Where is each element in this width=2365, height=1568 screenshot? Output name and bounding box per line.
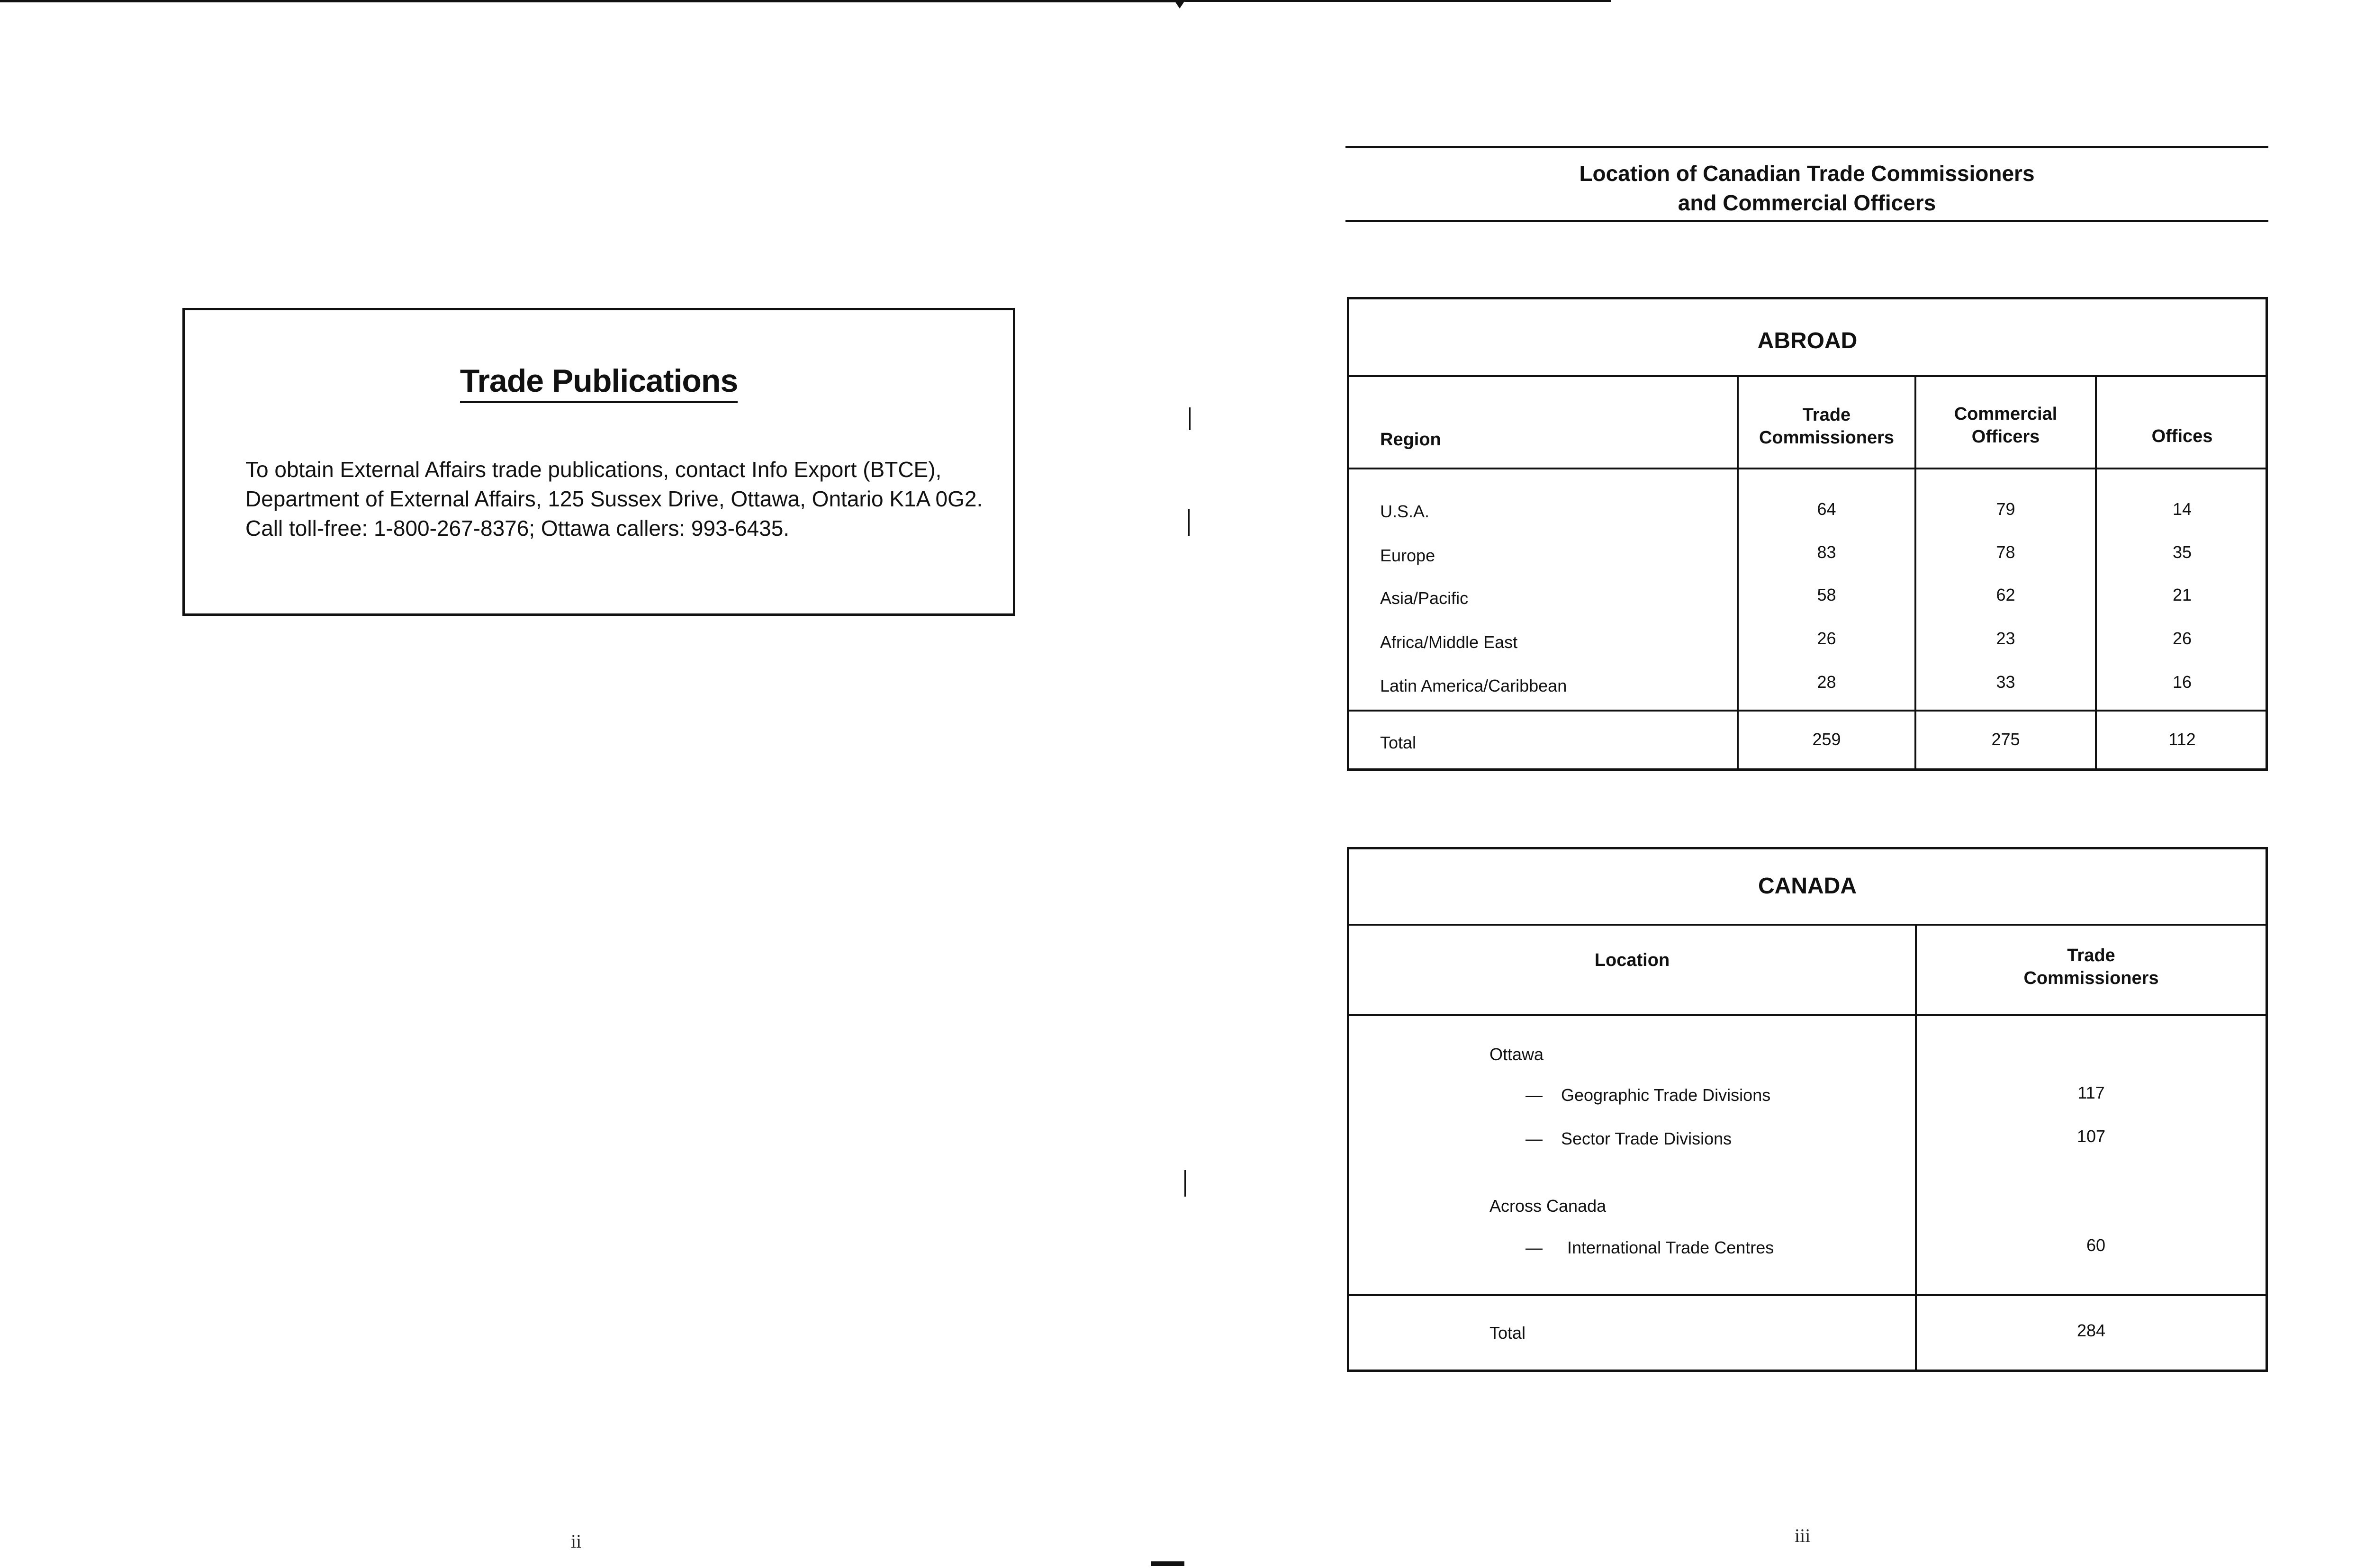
commercial-cell: 33 [1996, 672, 2015, 692]
group-ottawa: Ottawa [1489, 1045, 1544, 1064]
abroad-caption: ABROAD [1757, 328, 1858, 353]
header-trade-commissioners [1917, 944, 2266, 990]
total-trade: 259 [1812, 730, 1841, 749]
canada-caption: CANADA [1758, 874, 1857, 899]
total-offices: 112 [2168, 730, 2196, 749]
table-rule [1349, 1014, 2266, 1016]
heading-rule-top [1345, 146, 2268, 148]
publications-line: To obtain External Affairs trade publications, contact Info Export (BTCE), [245, 457, 942, 482]
total-label: Total [1380, 733, 1417, 752]
geo-value: 117 [2077, 1083, 2105, 1102]
page-number-right: iii [1795, 1525, 1811, 1546]
commercial-cell: 62 [1996, 585, 2015, 604]
header-trade-commissioners [1739, 404, 1914, 449]
heading-line: Location of Canadian Trade Commissioners [1579, 161, 2035, 186]
commercial-cell: 23 [1996, 629, 2015, 648]
commercial-cell: 79 [1996, 499, 2015, 519]
publications-body [245, 455, 984, 543]
header-text: Officers [1971, 427, 2040, 447]
spine-mark-bottom [1151, 1561, 1184, 1566]
sector-value: 107 [2076, 1126, 2106, 1146]
trade-cell: 83 [1817, 542, 1836, 562]
region-cell: Africa/Middle East [1380, 632, 1518, 652]
page-heading [1345, 159, 2268, 217]
trade-cell: 64 [1817, 499, 1836, 519]
trade-publications-box [182, 308, 1015, 616]
canada-table [1347, 847, 2268, 1372]
itc-label: International Trade Centres [1567, 1238, 1774, 1257]
geo-label: Geographic Trade Divisions [1561, 1085, 1771, 1105]
publications-title: Trade Publications [460, 363, 738, 403]
offices-cell: 35 [2172, 542, 2192, 562]
dash: — [1526, 1129, 1543, 1148]
abroad-table [1347, 297, 2268, 771]
page-number-left: ii [571, 1531, 582, 1552]
column-rule [1915, 924, 1917, 1370]
heading-line: and Commercial Officers [1678, 190, 1936, 215]
header-region: Region [1380, 430, 1441, 450]
total-commercial: 275 [1991, 730, 2020, 749]
header-text: Commissioners [1759, 428, 1895, 448]
page-top-edge-right [1184, 0, 1611, 2]
sector-label: Sector Trade Divisions [1561, 1129, 1732, 1148]
header-text: Commercial [1954, 404, 2058, 424]
table-rule [1349, 375, 2266, 377]
trade-cell: 26 [1817, 629, 1836, 648]
publications-line: Call toll-free: 1-800-267-8376; Ottawa callers: 993-6435. [245, 516, 790, 541]
spine-tick [1184, 1170, 1186, 1197]
header-offices: Offices [2151, 426, 2213, 446]
offices-cell: 16 [2172, 672, 2192, 692]
table-rule [1349, 1294, 2266, 1296]
header-text: Trade [2067, 946, 2115, 965]
group-across-canada: Across Canada [1489, 1196, 1607, 1216]
region-cell: Asia/Pacific [1380, 588, 1469, 608]
heading-rule-bottom [1345, 220, 2268, 222]
header-location: Location [1594, 950, 1670, 970]
total-label: Total [1489, 1323, 1526, 1343]
offices-cell: 14 [2172, 499, 2192, 519]
region-cell: Europe [1380, 546, 1435, 565]
spine-tick [1188, 509, 1190, 536]
table-rule [1349, 924, 2266, 926]
region-cell: Latin America/Caribbean [1380, 676, 1567, 695]
table-rule [1349, 710, 2266, 712]
table-rule [1349, 468, 2266, 469]
trade-cell: 28 [1817, 672, 1836, 692]
header-commercial-officers [1916, 403, 2095, 448]
region-cell: U.S.A. [1380, 502, 1430, 521]
dash: — [1526, 1085, 1543, 1105]
dash: — [1526, 1238, 1543, 1257]
commercial-cell: 78 [1996, 542, 2015, 562]
itc-value: 60 [2086, 1235, 2106, 1255]
header-text: Commissioners [2023, 968, 2159, 988]
offices-cell: 26 [2172, 629, 2192, 648]
publications-line: Department of External Affairs, 125 Sussex Drive, Ottawa, Ontario K1A 0G2. [245, 487, 983, 511]
trade-cell: 58 [1817, 585, 1836, 604]
offices-cell: 21 [2172, 585, 2192, 604]
spine-tick [1189, 407, 1191, 430]
header-text: Trade [1802, 405, 1851, 425]
page-top-edge [0, 0, 1180, 2]
spine-mark-top [1174, 0, 1185, 9]
total-value: 284 [2076, 1321, 2106, 1340]
